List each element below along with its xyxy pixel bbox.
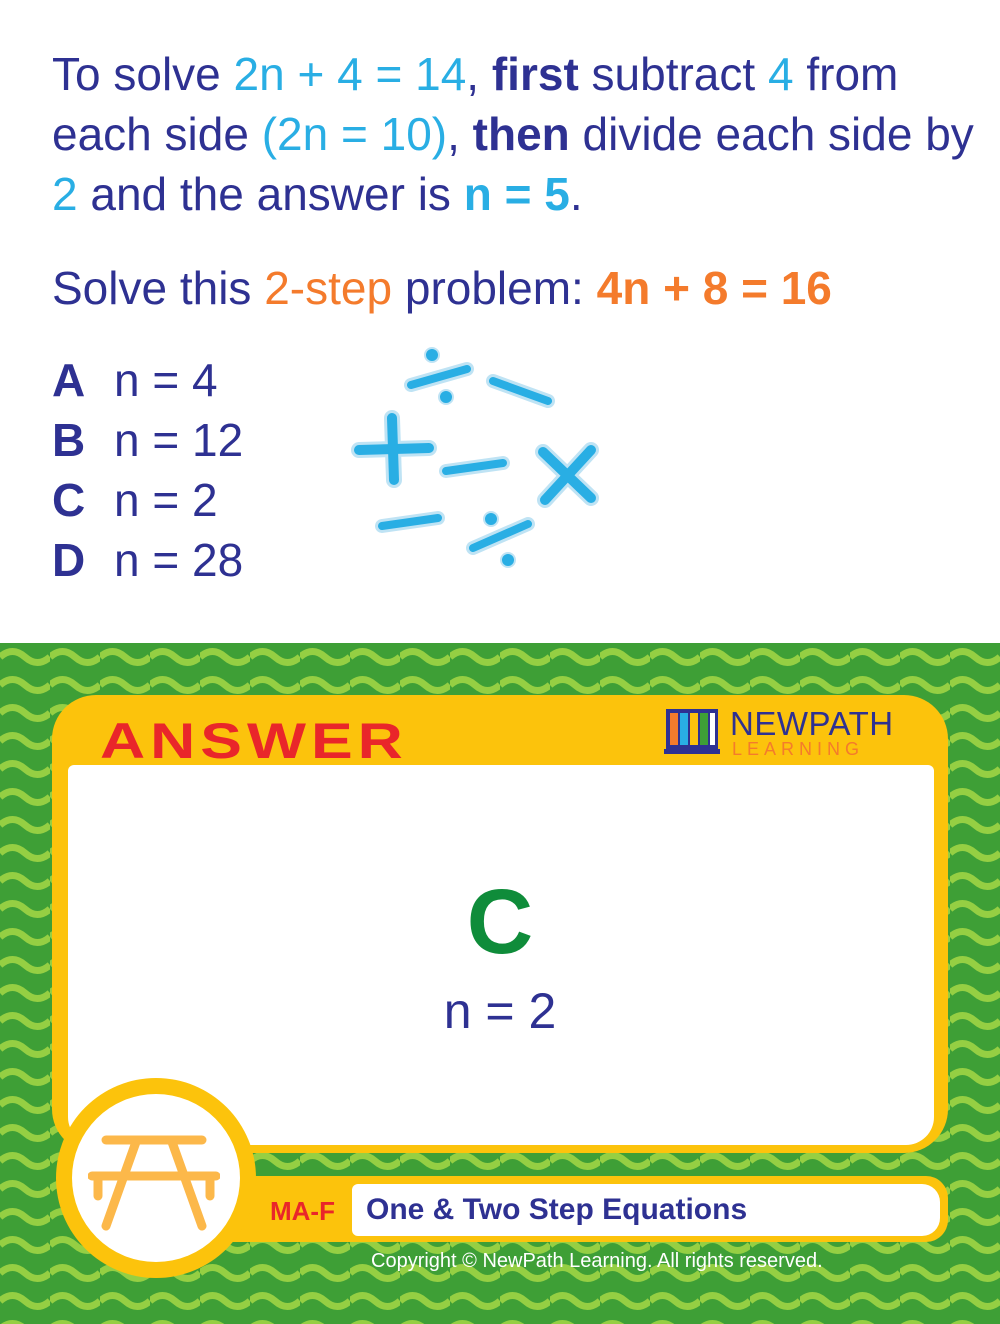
logo-line1: NEWPATH bbox=[730, 705, 894, 742]
divide-icon bbox=[411, 348, 467, 404]
number-2: 2 bbox=[52, 168, 78, 220]
minus-icon bbox=[493, 381, 548, 401]
text-segment: problem: bbox=[392, 262, 597, 314]
answer-letter: C bbox=[466, 871, 534, 973]
math-symbols-decoration bbox=[345, 338, 615, 588]
option-value: n = 28 bbox=[114, 534, 244, 586]
answer-options bbox=[52, 350, 243, 590]
option-value: n = 4 bbox=[114, 354, 218, 406]
book-logo-icon bbox=[664, 707, 720, 755]
text-segment: , bbox=[466, 48, 492, 100]
copyright-text: Copyright © NewPath Learning. All rights reserved. bbox=[371, 1250, 823, 1272]
subject-code: MA-F bbox=[270, 1196, 335, 1226]
problem-equation: 4n + 8 = 16 bbox=[596, 262, 832, 314]
text-segment: subtract bbox=[578, 48, 768, 100]
text-segment: To solve bbox=[52, 48, 234, 100]
intermediate-equation: (2n = 10) bbox=[261, 108, 448, 160]
number-4: 4 bbox=[767, 48, 794, 100]
text-segment: divide each side by bbox=[569, 108, 974, 160]
question-text bbox=[52, 44, 982, 224]
answer-title: ANSWER bbox=[100, 713, 408, 769]
text-segment: Solve this bbox=[52, 262, 265, 314]
text-segment: and the answer is bbox=[77, 168, 464, 220]
divide-icon bbox=[473, 512, 528, 567]
logo-line2: LEARNING bbox=[732, 739, 865, 759]
option-letter: C bbox=[52, 474, 86, 526]
option-letter: B bbox=[52, 414, 86, 466]
text-segment: from each side bbox=[52, 48, 899, 160]
minus-icon bbox=[382, 518, 438, 526]
option-c bbox=[52, 470, 243, 530]
times-icon bbox=[543, 450, 591, 500]
option-letter: D bbox=[52, 534, 86, 586]
example-answer: n = 5 bbox=[463, 168, 570, 220]
keyword-first: first bbox=[491, 48, 579, 100]
topic-title: One & Two Step Equations bbox=[366, 1193, 748, 1226]
option-value: n = 12 bbox=[114, 414, 244, 466]
answer-value: n = 2 bbox=[443, 983, 557, 1039]
example-equation: 2n + 4 = 14 bbox=[233, 48, 467, 100]
option-value: n = 2 bbox=[114, 474, 218, 526]
option-letter: A bbox=[52, 354, 86, 406]
option-b bbox=[52, 410, 243, 470]
text-segment: , bbox=[447, 108, 473, 160]
plus-icon bbox=[359, 418, 429, 480]
minus-icon bbox=[446, 463, 503, 471]
problem-prompt bbox=[52, 258, 982, 318]
option-a bbox=[52, 350, 243, 410]
keyword-then: then bbox=[472, 108, 570, 160]
step-label: 2-step bbox=[264, 262, 393, 314]
option-d bbox=[52, 530, 243, 590]
newpath-logo bbox=[664, 705, 914, 761]
text-segment: . bbox=[569, 168, 583, 220]
picnic-table-icon bbox=[88, 1128, 220, 1233]
